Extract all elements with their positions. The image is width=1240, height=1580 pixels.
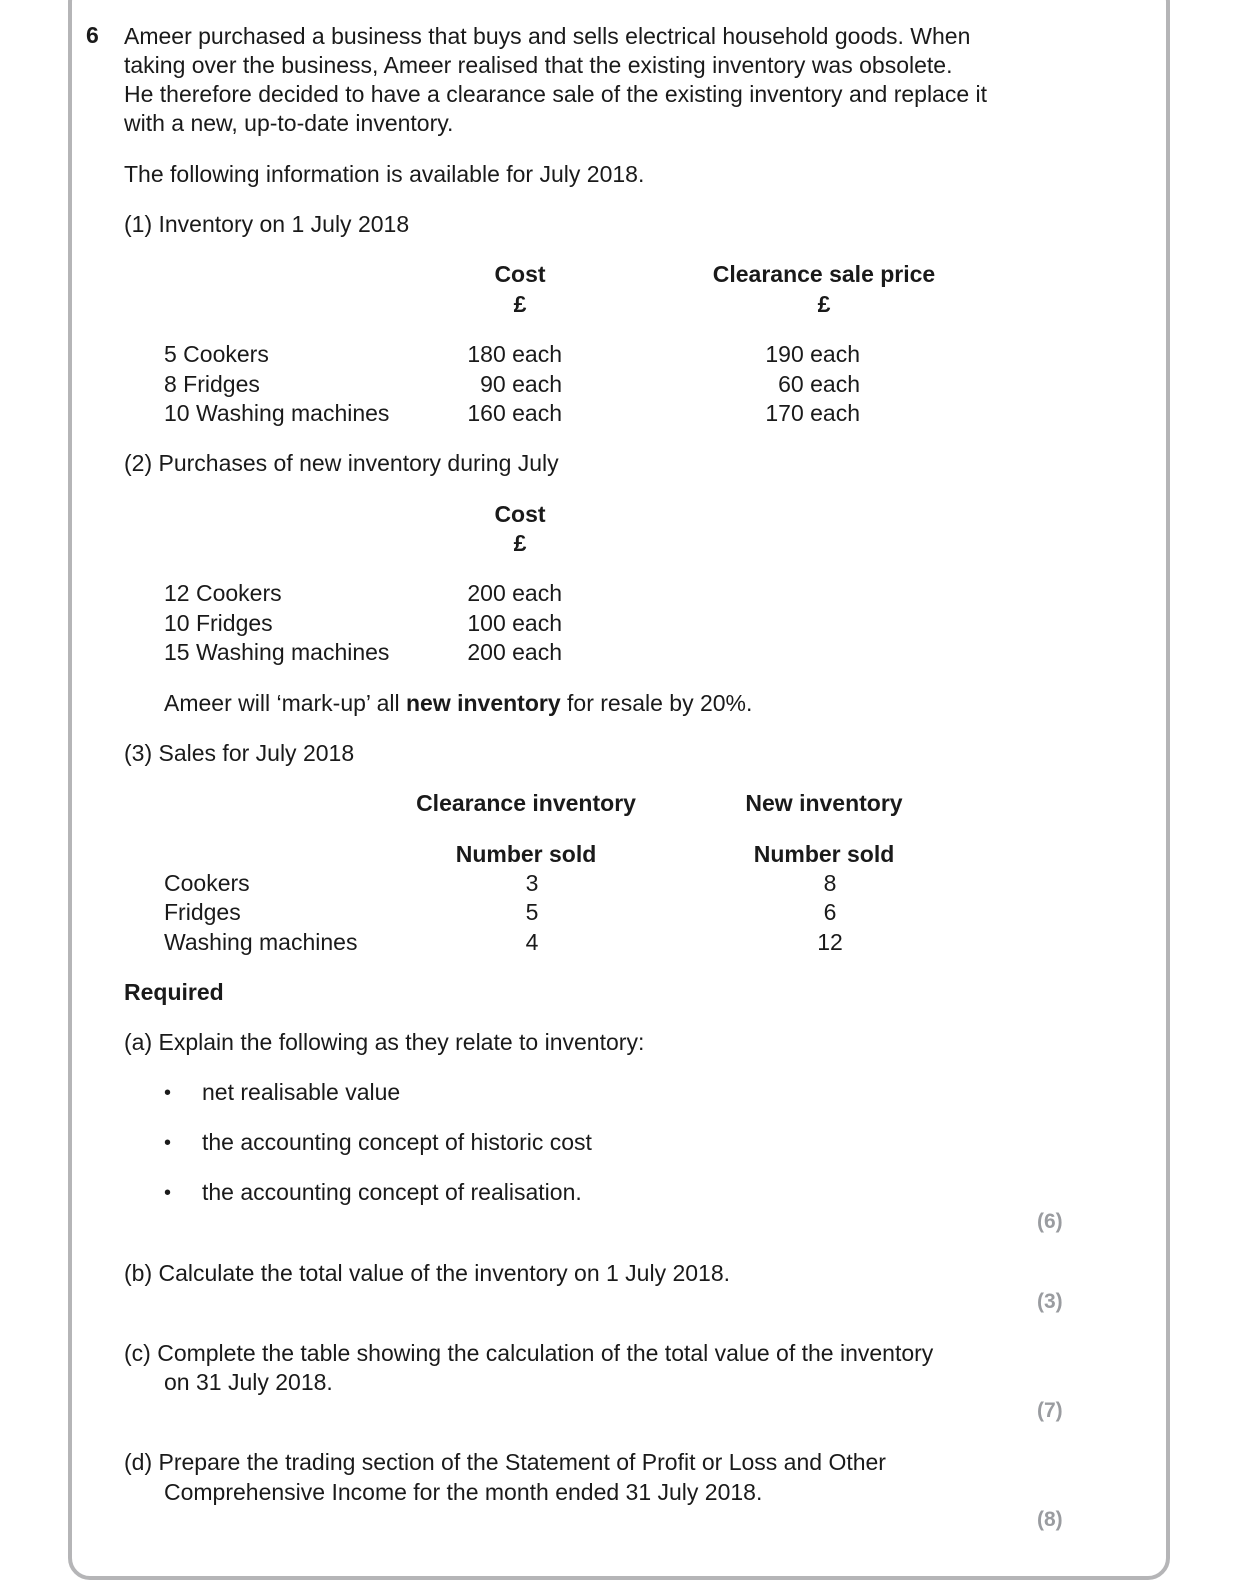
bullet-icon: • <box>164 1132 172 1154</box>
part-d-line-2: Comprehensive Income for the month ended 31 July 2018. <box>164 1479 763 1505</box>
s2-col-cost-unit: £ <box>513 530 527 556</box>
part-c-line-1: (c) Complete the table showing the calculation of the total value of the inventory <box>124 1340 934 1366</box>
part-a-bullet: the accounting concept of historic cost <box>202 1129 592 1155</box>
part-a-text: (a) Explain the following as they relate to inventory: <box>124 1029 645 1055</box>
s1-col-clearance-unit: £ <box>817 291 831 317</box>
part-a-bullet: net realisable value <box>202 1079 401 1105</box>
bullet-icon: • <box>164 1082 172 1104</box>
s2-cost: 100 each <box>467 610 562 636</box>
part-a-marks: (6) <box>1037 1210 1063 1233</box>
required-heading: Required <box>124 979 224 1005</box>
s3-item: Fridges <box>164 899 241 925</box>
s1-col-clearance: Clearance sale price <box>712 261 936 287</box>
s3-col-clearance-sub: Number sold <box>455 841 597 867</box>
s3-col-clearance: Clearance inventory <box>416 790 636 816</box>
s2-col-cost: Cost <box>494 501 546 527</box>
s3-item: Washing machines <box>164 929 358 955</box>
intro-line-4: with a new, up-to-date inventory. <box>124 110 454 136</box>
s1-item: 8 Fridges <box>164 371 260 397</box>
s3-col-new-sub: Number sold <box>753 841 895 867</box>
s1-cost: 180 each <box>467 341 562 367</box>
s1-clearance: 60 each <box>778 371 860 397</box>
info-intro: The following information is available for July 2018. <box>124 161 645 187</box>
s2-cost: 200 each <box>467 580 562 606</box>
s1-col-cost: Cost <box>494 261 546 287</box>
s1-cost: 90 each <box>480 371 562 397</box>
section2-heading: (2) Purchases of new inventory during July <box>124 450 559 476</box>
s2-item: 10 Fridges <box>164 610 273 636</box>
markup-emphasis: new inventory <box>405 690 561 716</box>
markup-note: Ameer will ‘mark-up’ all new inventory for resale by 20%. <box>164 690 753 716</box>
s3-new: 6 <box>823 899 837 925</box>
intro-line-3: He therefore decided to have a clearance sale of the existing inventory and replace it <box>124 81 988 107</box>
s2-item: 12 Cookers <box>164 580 282 606</box>
s1-clearance: 190 each <box>765 341 860 367</box>
s3-item: Cookers <box>164 870 250 896</box>
section3-heading: (3) Sales for July 2018 <box>124 740 355 766</box>
part-a-bullet: the accounting concept of realisation. <box>202 1179 582 1205</box>
s3-new: 8 <box>823 870 837 896</box>
part-b-marks: (3) <box>1037 1290 1063 1313</box>
s1-item: 10 Washing machines <box>164 400 390 426</box>
s3-col-new: New inventory <box>745 790 903 816</box>
s1-clearance: 170 each <box>765 400 860 426</box>
s1-cost: 160 each <box>467 400 562 426</box>
part-d-line-1: (d) Prepare the trading section of the Statement of Profit or Loss and Other <box>124 1449 886 1475</box>
s3-clearance: 4 <box>525 929 539 955</box>
s2-cost: 200 each <box>467 639 562 665</box>
part-d-marks: (8) <box>1037 1508 1063 1531</box>
section1-heading: (1) Inventory on 1 July 2018 <box>124 211 410 237</box>
intro-line-1: Ameer purchased a business that buys and sells electrical household goods. When <box>124 23 971 49</box>
part-b-text: (b) Calculate the total value of the inventory on 1 July 2018. <box>124 1260 731 1286</box>
question-number: 6 <box>86 22 99 48</box>
part-c-marks: (7) <box>1037 1399 1063 1422</box>
s2-item: 15 Washing machines <box>164 639 390 665</box>
bullet-icon: • <box>164 1182 172 1204</box>
s3-new: 12 <box>817 929 843 955</box>
part-c-line-2: on 31 July 2018. <box>164 1369 333 1395</box>
intro-line-2: taking over the business, Ameer realised that the existing inventory was obsolete. <box>124 52 953 78</box>
s1-item: 5 Cookers <box>164 341 269 367</box>
s3-clearance: 3 <box>525 870 539 896</box>
s3-clearance: 5 <box>525 899 539 925</box>
s1-col-cost-unit: £ <box>513 291 527 317</box>
